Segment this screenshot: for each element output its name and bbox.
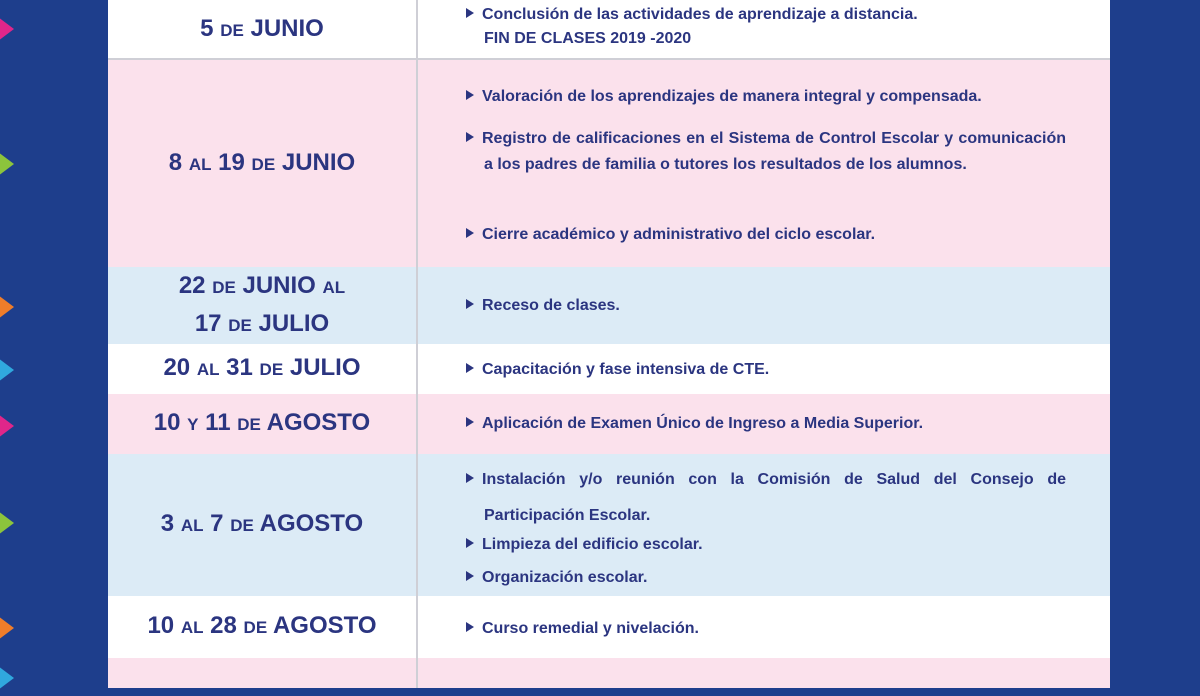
school-calendar-table [108, 0, 1110, 675]
calendar-row [108, 596, 1110, 660]
calendar-row [108, 267, 1110, 346]
bullet-triangle-icon [466, 90, 474, 100]
calendar-row [108, 454, 1110, 598]
row-marker-arrow-icon [0, 289, 14, 325]
activity-cell [418, 267, 1110, 344]
activity-item: Organización escolar. [466, 565, 1056, 591]
date-label: 8 AL 19 DE JUNIO [168, 148, 356, 176]
activity-item: Registro de calificaciones en el Sistema de Control Escolar y comunicación a los padres de familia o tutores los resultados de los alumnos. [466, 126, 1066, 178]
activity-cell [418, 394, 1110, 454]
bullet-triangle-icon [466, 363, 474, 373]
calendar-row [108, 0, 1110, 60]
date-cell [108, 60, 416, 267]
row-marker-arrow-icon [0, 11, 14, 47]
bullet-triangle-icon [466, 622, 474, 632]
bullet-triangle-icon [466, 228, 474, 238]
activity-item: Conclusión de las actividades de aprendizaje a distancia. [466, 2, 1056, 28]
row-marker-arrow-icon [0, 352, 14, 388]
row-marker-arrow-icon [0, 408, 14, 444]
activity-item: Instalación y/o reunión con la Comisión de Salud del Consejo de Participación Escolar. [466, 462, 1066, 534]
calendar-row [108, 60, 1110, 269]
activity-cell [418, 0, 1110, 58]
row-marker-arrow-icon [0, 146, 14, 182]
date-label-line-1: 22 DE JUNIO AL [178, 271, 346, 299]
row-marker-arrow-icon [0, 505, 14, 541]
date-label: 5 DE JUNIO [200, 15, 324, 42]
bullet-triangle-icon [466, 473, 474, 483]
date-label: 3 AL 7 DE AGOSTO [160, 510, 364, 537]
date-cell [108, 267, 416, 344]
bullet-triangle-icon [466, 538, 474, 548]
activity-item: Limpieza del edificio escolar. [466, 532, 1056, 558]
date-label: 10 AL 28 DE AGOSTO [147, 612, 377, 639]
date-cell [108, 394, 416, 454]
bullet-triangle-icon [466, 417, 474, 427]
activity-item: Receso de clases. [466, 293, 1056, 319]
activity-item: Capacitación y fase intensiva de CTE. [466, 357, 1056, 383]
row-marker-arrow-icon [0, 660, 14, 696]
date-label-line-2: 17 DE JULIO [194, 309, 330, 337]
row-marker-arrow-icon [0, 610, 14, 646]
column-divider [416, 658, 418, 688]
activity-cell [418, 344, 1110, 394]
activity-item: Curso remedial y nivelación. [466, 616, 1056, 642]
activity-item: Aplicación de Examen Único de Ingreso a Media Superior. [466, 411, 1056, 437]
activity-item: Valoración de los aprendizajes de manera integral y compensada. [466, 84, 1056, 110]
bullet-triangle-icon [466, 8, 474, 18]
date-cell [108, 454, 416, 596]
date-label: 10 Y 11 DE AGOSTO [153, 409, 371, 436]
calendar-row [108, 394, 1110, 456]
calendar-row [108, 344, 1110, 396]
date-label: 20 AL 31 DE JULIO [163, 354, 361, 381]
date-cell [108, 344, 416, 394]
activity-cell [418, 60, 1110, 267]
activity-item: FIN DE CLASES 2019 -2020 [484, 30, 692, 47]
activity-item: Cierre académico y administrativo del ciclo escolar. [466, 222, 1056, 248]
bullet-triangle-icon [466, 571, 474, 581]
calendar-row [108, 658, 1110, 688]
activity-cell [418, 596, 1110, 658]
bullet-triangle-icon [466, 299, 474, 309]
bullet-triangle-icon [466, 132, 474, 142]
date-cell [108, 596, 416, 658]
activity-cell [418, 454, 1110, 596]
date-cell [108, 2, 416, 58]
